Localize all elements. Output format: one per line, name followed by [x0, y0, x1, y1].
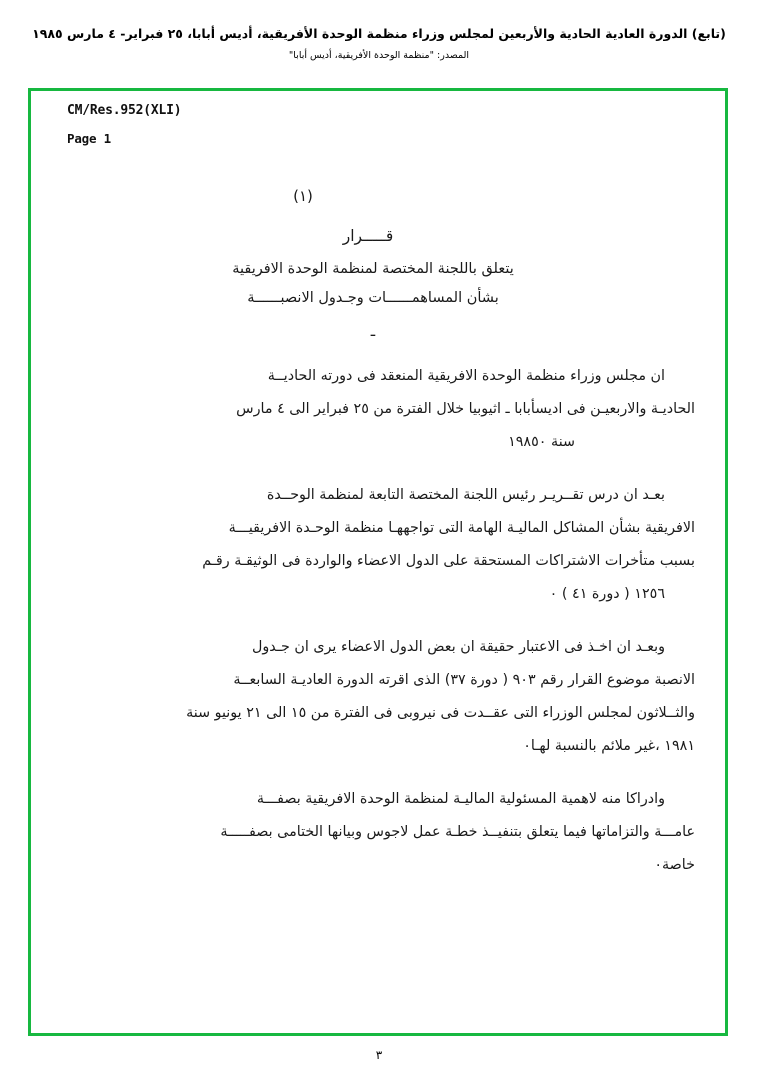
text-line: ١٢٥٦ ( دورة ٤١ ) ٠ [549, 586, 665, 602]
page-frame [28, 88, 728, 1036]
text-line: والثــلاثون لمجلس الوزراء التى عقــدت فى نيروبى فى الفترة من ١٥ الى ٢١ يونيو سنة [186, 705, 695, 721]
source-note: المصدر: "منظمة الوحدة الأفريقية، أديس أبابا" [288, 50, 470, 61]
text-line: الانصبة موضوع القرار رقم ٩٠٣ ( دورة ٣٧) الذى اقرته الدورة العاديـة السابعــة [233, 672, 695, 688]
resolution-title-block [61, 227, 695, 306]
text-line: الافريقية بشأن المشاكل الماليـة الهامة التى تواجههـا منظمة الوحـدة الافريقيـــة [228, 520, 695, 536]
title-line-3: بشأن المساهمــــــات وجـدول الانصبــــــة [247, 290, 499, 306]
title-separator: ـ [370, 322, 376, 340]
paragraph-list [61, 360, 695, 882]
title-line-2: يتعلق باللجنة المختصة لمنظمة الوحدة الافريقية [232, 261, 514, 277]
paragraph-preamble [61, 360, 695, 459]
document-body [61, 183, 695, 882]
document-header [0, 26, 758, 61]
text-line: الحاديـة والاربعيـن فى اديس‫أبابا ـ اثيوبيا خلال الفترة من ٢٥ فبراير الى ٤ مارس [236, 401, 695, 417]
text-line: وبعـد ان اخـذ فى الاعتبار حقيقة ان بعض الدول الاعضاء يرى ان جـدول [251, 639, 665, 655]
page-label: Page 1 [67, 131, 111, 146]
reference-block [67, 103, 181, 146]
text-line: خاصة٠ [654, 857, 695, 873]
text-line: ان مجلس وزراء منظمة الوحدة الافريقية المنعقد فى دورته الحاديــة [267, 368, 665, 384]
paragraph-having-studied [61, 479, 695, 611]
text-line: بسبب متأخرات الاشتراكات المستحقة على الدول الاعضاء والواردة فى الوثيقـة رقـم [202, 553, 695, 569]
text-line: وادراكا منه لاهمية المسئولية الماليـة لمنظمة الوحدة الافريقية بصفـــة [256, 791, 665, 807]
paragraph-aware-of [61, 783, 695, 882]
session-title: (تابع) الدورة العادية الحادية والأربعين لمجلس وزراء منظمة الوحدة الأفريقية، أديس أبابا، ٢٥ فبراير- ٤ مارس ١٩٨٥ [32, 26, 726, 41]
footer-page-number: ٣ [375, 1048, 383, 1062]
title-line-1: قـــــرار [342, 227, 394, 245]
text-line: بعـد ان درس تقــريـر رئيس اللجنة المختصة التابعة لمنظمة الوحــدة [266, 487, 665, 503]
document-code: CM/Res.952(XLI) [67, 103, 182, 118]
text-line: ١٩٨١ ،غير ملائم بالنسبة لهـا٠ [523, 738, 695, 754]
text-line: عامـــة والتزاماتها فيما يتعلق بتنفيــذ خطـة عمل لاجوس وبيانها الختامى بصفـــــة [220, 824, 695, 840]
item-number: (١) [293, 187, 313, 205]
paragraph-taking-into-account [61, 631, 695, 763]
text-line: سنة ١٩٨٥٠ [508, 434, 575, 450]
